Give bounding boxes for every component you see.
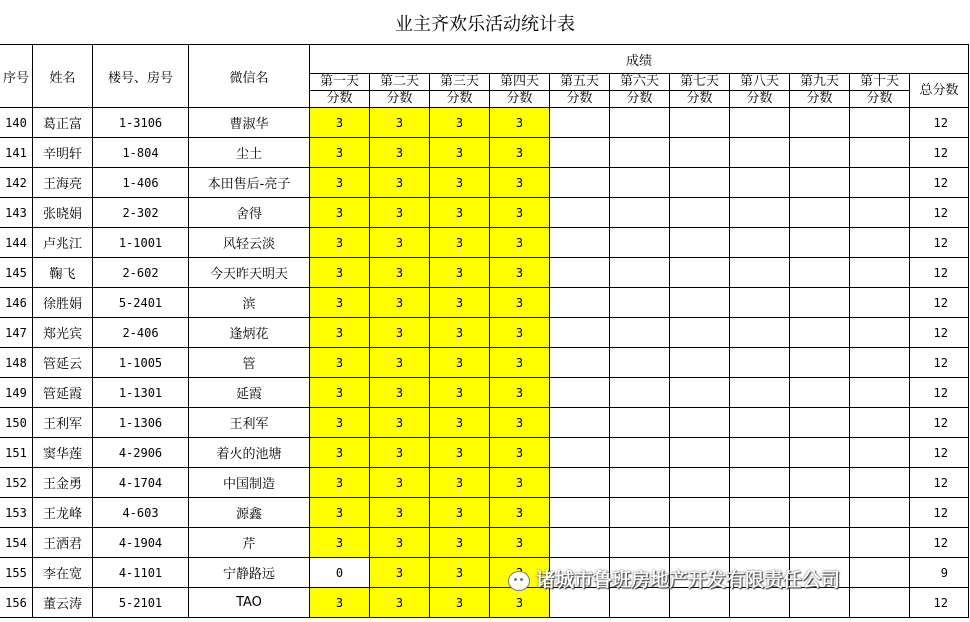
- empty-score-cell: [610, 498, 670, 528]
- day-score-cell: 3: [310, 378, 370, 408]
- table-row: [0, 288, 969, 318]
- header-day: 第五天: [550, 74, 610, 91]
- empty-score-cell: [730, 168, 790, 198]
- empty-score-cell: [790, 108, 850, 138]
- empty-score-cell: [550, 588, 610, 618]
- header-score-label: 分数: [730, 91, 790, 108]
- day-score-cell: 3: [370, 528, 430, 558]
- empty-score-cell: [670, 348, 730, 378]
- day-score-cell: 3: [490, 318, 550, 348]
- empty-score-cell: [550, 288, 610, 318]
- row-index: 140: [0, 108, 33, 138]
- day-score-cell: 3: [310, 468, 370, 498]
- row-unit: 5-2401: [93, 288, 189, 318]
- day-score-cell: 3: [430, 138, 490, 168]
- empty-score-cell: [850, 288, 910, 318]
- header-score-label: 分数: [670, 91, 730, 108]
- row-wechat: 滨: [189, 288, 310, 318]
- row-unit: 1-804: [93, 138, 189, 168]
- day-score-cell: 3: [370, 288, 430, 318]
- empty-score-cell: [730, 468, 790, 498]
- row-name: 窦华莲: [33, 438, 93, 468]
- row-wechat: 着火的池塘: [189, 438, 310, 468]
- row-unit: 5-2101: [93, 588, 189, 618]
- row-name: 辛明轩: [33, 138, 93, 168]
- table-row: [0, 408, 969, 438]
- row-index: 154: [0, 528, 33, 558]
- empty-score-cell: [550, 438, 610, 468]
- day-score-cell: 3: [370, 558, 430, 588]
- row-name: 王利军: [33, 408, 93, 438]
- day-score-cell: 3: [430, 228, 490, 258]
- empty-score-cell: [550, 228, 610, 258]
- day-score-cell: 3: [310, 438, 370, 468]
- empty-score-cell: [610, 168, 670, 198]
- empty-score-cell: [550, 138, 610, 168]
- empty-score-cell: [850, 498, 910, 528]
- row-wechat: 舍得: [189, 198, 310, 228]
- row-wechat: 源鑫: [189, 498, 310, 528]
- day-score-cell: 3: [310, 138, 370, 168]
- empty-score-cell: [610, 258, 670, 288]
- table-row: [0, 198, 969, 228]
- row-total: 12: [910, 108, 969, 138]
- table-row: [0, 318, 969, 348]
- row-total: 12: [910, 438, 969, 468]
- empty-score-cell: [790, 138, 850, 168]
- row-index: 148: [0, 348, 33, 378]
- empty-score-cell: [670, 468, 730, 498]
- row-unit: 1-1301: [93, 378, 189, 408]
- empty-score-cell: [850, 528, 910, 558]
- row-index: 145: [0, 258, 33, 288]
- day-score-cell: 0: [310, 558, 370, 588]
- day-score-cell: 3: [430, 258, 490, 288]
- empty-score-cell: [610, 198, 670, 228]
- day-score-cell: 3: [370, 408, 430, 438]
- row-wechat: 风轻云淡: [189, 228, 310, 258]
- day-score-cell: 3: [430, 408, 490, 438]
- day-score-cell: 3: [310, 198, 370, 228]
- row-wechat: 尘土: [189, 138, 310, 168]
- empty-score-cell: [730, 378, 790, 408]
- day-score-cell: 3: [430, 528, 490, 558]
- header-day: 第六天: [610, 74, 670, 91]
- day-score-cell: 3: [370, 348, 430, 378]
- row-index: 142: [0, 168, 33, 198]
- empty-score-cell: [850, 468, 910, 498]
- row-index: 146: [0, 288, 33, 318]
- day-score-cell: 3: [490, 498, 550, 528]
- row-total: 12: [910, 288, 969, 318]
- empty-score-cell: [670, 168, 730, 198]
- empty-score-cell: [610, 108, 670, 138]
- day-score-cell: 3: [310, 588, 370, 618]
- empty-score-cell: [790, 348, 850, 378]
- row-index: 152: [0, 468, 33, 498]
- empty-score-cell: [670, 528, 730, 558]
- day-score-cell: 3: [370, 468, 430, 498]
- day-score-cell: 3: [430, 318, 490, 348]
- sheet-title: 业主齐欢乐活动统计表: [395, 14, 575, 35]
- header-score-label: 分数: [610, 91, 670, 108]
- row-wechat: 宁静路远: [189, 558, 310, 588]
- row-wechat: 延霞: [189, 378, 310, 408]
- day-score-cell: 3: [430, 558, 490, 588]
- row-total: 12: [910, 228, 969, 258]
- empty-score-cell: [850, 588, 910, 618]
- table-row: [0, 378, 969, 408]
- empty-score-cell: [790, 498, 850, 528]
- empty-score-cell: [610, 318, 670, 348]
- day-score-cell: 3: [490, 198, 550, 228]
- day-score-cell: 3: [310, 348, 370, 378]
- day-score-cell: 3: [490, 468, 550, 498]
- table-row: [0, 228, 969, 258]
- day-score-cell: 3: [430, 378, 490, 408]
- table-row: [0, 168, 969, 198]
- empty-score-cell: [610, 228, 670, 258]
- header-day: 第二天: [370, 74, 430, 91]
- day-score-cell: 3: [370, 588, 430, 618]
- header-day: 第四天: [490, 74, 550, 91]
- header-day: 第一天: [310, 74, 370, 91]
- row-total: 12: [910, 588, 969, 618]
- header-day: 第八天: [730, 74, 790, 91]
- row-wechat: 芹: [189, 528, 310, 558]
- empty-score-cell: [610, 438, 670, 468]
- table-row: [0, 438, 969, 468]
- row-total: 12: [910, 468, 969, 498]
- empty-score-cell: [790, 228, 850, 258]
- empty-score-cell: [790, 168, 850, 198]
- empty-score-cell: [850, 168, 910, 198]
- table-row: [0, 588, 969, 618]
- empty-score-cell: [730, 318, 790, 348]
- empty-score-cell: [670, 408, 730, 438]
- row-wechat: 王利军: [189, 408, 310, 438]
- empty-score-cell: [790, 258, 850, 288]
- row-index: 141: [0, 138, 33, 168]
- empty-score-cell: [850, 348, 910, 378]
- row-name: 王金勇: [33, 468, 93, 498]
- row-wechat: 今天昨天明天: [189, 258, 310, 288]
- row-wechat: 管: [189, 348, 310, 378]
- empty-score-cell: [550, 318, 610, 348]
- row-total: 12: [910, 498, 969, 528]
- row-unit: 2-406: [93, 318, 189, 348]
- row-name: 董云涛: [33, 588, 93, 618]
- day-score-cell: 3: [310, 408, 370, 438]
- row-name: 葛正富: [33, 108, 93, 138]
- stats-table: [0, 44, 969, 618]
- row-total: 9: [910, 558, 969, 588]
- header-name: 姓名: [33, 45, 93, 108]
- empty-score-cell: [610, 138, 670, 168]
- row-unit: 4-1704: [93, 468, 189, 498]
- row-unit: 4-1904: [93, 528, 189, 558]
- day-score-cell: 3: [430, 168, 490, 198]
- empty-score-cell: [730, 528, 790, 558]
- watermark: [508, 565, 840, 592]
- empty-score-cell: [550, 408, 610, 438]
- day-score-cell: 3: [490, 288, 550, 318]
- empty-score-cell: [790, 528, 850, 558]
- day-score-cell: 3: [430, 288, 490, 318]
- day-score-cell: 3: [490, 168, 550, 198]
- table-row: [0, 528, 969, 558]
- header-wechat: 微信名: [189, 45, 310, 108]
- row-name: 王龙峰: [33, 498, 93, 528]
- header-results: 成绩: [310, 45, 969, 74]
- empty-score-cell: [550, 168, 610, 198]
- row-wechat: 逢炳花: [189, 318, 310, 348]
- empty-score-cell: [850, 318, 910, 348]
- row-total: 12: [910, 198, 969, 228]
- wechat-icon: [508, 571, 530, 591]
- empty-score-cell: [610, 408, 670, 438]
- day-score-cell: 3: [310, 318, 370, 348]
- day-score-cell: 3: [490, 228, 550, 258]
- row-unit: 2-602: [93, 258, 189, 288]
- row-total: 12: [910, 408, 969, 438]
- row-unit: 1-1001: [93, 228, 189, 258]
- row-index: 156: [0, 588, 33, 618]
- row-total: 12: [910, 258, 969, 288]
- empty-score-cell: [790, 408, 850, 438]
- row-wechat: 中国制造: [189, 468, 310, 498]
- day-score-cell: 3: [310, 108, 370, 138]
- header-day: 第十天: [850, 74, 910, 91]
- header-unit: 楼号、房号: [93, 45, 189, 108]
- row-total: 12: [910, 168, 969, 198]
- day-score-cell: 3: [490, 408, 550, 438]
- row-name: 卢兆江: [33, 228, 93, 258]
- row-name: 王洒君: [33, 528, 93, 558]
- empty-score-cell: [610, 348, 670, 378]
- empty-score-cell: [550, 528, 610, 558]
- header-score-label: 分数: [850, 91, 910, 108]
- empty-score-cell: [610, 378, 670, 408]
- empty-score-cell: [670, 498, 730, 528]
- row-total: 12: [910, 138, 969, 168]
- day-score-cell: 3: [370, 228, 430, 258]
- row-index: 149: [0, 378, 33, 408]
- empty-score-cell: [850, 108, 910, 138]
- day-score-cell: 3: [430, 588, 490, 618]
- empty-score-cell: [730, 108, 790, 138]
- row-wechat: 曹淑华: [189, 108, 310, 138]
- row-index: 147: [0, 318, 33, 348]
- empty-score-cell: [550, 378, 610, 408]
- row-name: 鞠飞: [33, 258, 93, 288]
- empty-score-cell: [730, 408, 790, 438]
- empty-score-cell: [550, 258, 610, 288]
- empty-score-cell: [610, 468, 670, 498]
- day-score-cell: 3: [370, 498, 430, 528]
- watermark-text: 诸城市鲁班房地产开发有限责任公司: [536, 569, 841, 591]
- row-wechat: 本田售后-亮子: [189, 168, 310, 198]
- row-unit: 1-1005: [93, 348, 189, 378]
- day-score-cell: 3: [370, 378, 430, 408]
- row-total: 12: [910, 528, 969, 558]
- day-score-cell: 3: [430, 348, 490, 378]
- empty-score-cell: [670, 258, 730, 288]
- empty-score-cell: [730, 228, 790, 258]
- day-score-cell: 3: [430, 198, 490, 228]
- row-unit: 4-1101: [93, 558, 189, 588]
- empty-score-cell: [610, 528, 670, 558]
- table-row: [0, 108, 969, 138]
- row-index: 151: [0, 438, 33, 468]
- table-row: [0, 258, 969, 288]
- header-day: 第七天: [670, 74, 730, 91]
- day-score-cell: 3: [370, 438, 430, 468]
- empty-score-cell: [730, 288, 790, 318]
- empty-score-cell: [730, 588, 790, 618]
- day-score-cell: 3: [430, 108, 490, 138]
- row-index: 150: [0, 408, 33, 438]
- table-row: [0, 498, 969, 528]
- day-score-cell: 3: [370, 258, 430, 288]
- row-index: 144: [0, 228, 33, 258]
- header-score-label: 分数: [370, 91, 430, 108]
- day-score-cell: 3: [490, 108, 550, 138]
- empty-score-cell: [550, 198, 610, 228]
- empty-score-cell: [670, 288, 730, 318]
- header-score-label: 分数: [310, 91, 370, 108]
- row-unit: 1-1306: [93, 408, 189, 438]
- row-unit: 1-3106: [93, 108, 189, 138]
- day-score-cell: 3: [490, 438, 550, 468]
- empty-score-cell: [670, 138, 730, 168]
- day-score-cell: 3: [490, 258, 550, 288]
- day-score-cell: 3: [430, 498, 490, 528]
- empty-score-cell: [730, 138, 790, 168]
- empty-score-cell: [670, 318, 730, 348]
- day-score-cell: 3: [370, 168, 430, 198]
- empty-score-cell: [790, 318, 850, 348]
- day-score-cell: 3: [430, 438, 490, 468]
- empty-score-cell: [550, 468, 610, 498]
- empty-score-cell: [790, 288, 850, 318]
- day-score-cell: 3: [490, 138, 550, 168]
- table-row: [0, 138, 969, 168]
- row-name: 管延霞: [33, 378, 93, 408]
- empty-score-cell: [850, 198, 910, 228]
- empty-score-cell: [790, 588, 850, 618]
- row-index: 153: [0, 498, 33, 528]
- empty-score-cell: [850, 258, 910, 288]
- day-score-cell: 3: [490, 528, 550, 558]
- row-unit: 1-406: [93, 168, 189, 198]
- day-score-cell: 3: [310, 288, 370, 318]
- header-day: 第九天: [790, 74, 850, 91]
- row-index: 143: [0, 198, 33, 228]
- row-unit: 4-2906: [93, 438, 189, 468]
- row-name: 管延云: [33, 348, 93, 378]
- day-score-cell: 3: [310, 528, 370, 558]
- row-name: 王海亮: [33, 168, 93, 198]
- day-score-cell: 3: [370, 318, 430, 348]
- empty-score-cell: [850, 558, 910, 588]
- day-score-cell: 3: [430, 468, 490, 498]
- header-score-label: 分数: [430, 91, 490, 108]
- row-unit: 2-302: [93, 198, 189, 228]
- empty-score-cell: [850, 408, 910, 438]
- day-score-cell: 3: [490, 348, 550, 378]
- empty-score-cell: [850, 138, 910, 168]
- empty-score-cell: [670, 228, 730, 258]
- empty-score-cell: [790, 438, 850, 468]
- day-score-cell: 3: [310, 168, 370, 198]
- day-score-cell: 3: [490, 588, 550, 618]
- empty-score-cell: [730, 438, 790, 468]
- empty-score-cell: [670, 588, 730, 618]
- row-name: 李在宽: [33, 558, 93, 588]
- row-unit: 4-603: [93, 498, 189, 528]
- day-score-cell: 3: [370, 198, 430, 228]
- header-score-label: 分数: [790, 91, 850, 108]
- row-index: 155: [0, 558, 33, 588]
- empty-score-cell: [550, 498, 610, 528]
- empty-score-cell: [550, 348, 610, 378]
- day-score-cell: 3: [310, 228, 370, 258]
- header-index: 序号: [0, 45, 33, 108]
- empty-score-cell: [730, 198, 790, 228]
- header-total: 总分数: [910, 74, 969, 108]
- empty-score-cell: [670, 198, 730, 228]
- empty-score-cell: [850, 228, 910, 258]
- row-wechat: TAO: [189, 588, 310, 618]
- day-score-cell: 3: [310, 258, 370, 288]
- header-score-label: 分数: [550, 91, 610, 108]
- row-name: 张晓娟: [33, 198, 93, 228]
- empty-score-cell: [790, 198, 850, 228]
- row-total: 12: [910, 348, 969, 378]
- table-row: [0, 348, 969, 378]
- header-score-label: 分数: [490, 91, 550, 108]
- empty-score-cell: [670, 378, 730, 408]
- empty-score-cell: [790, 378, 850, 408]
- empty-score-cell: [550, 108, 610, 138]
- empty-score-cell: [670, 108, 730, 138]
- empty-score-cell: [610, 288, 670, 318]
- row-name: 郑光宾: [33, 318, 93, 348]
- header-day: 第三天: [430, 74, 490, 91]
- row-total: 12: [910, 378, 969, 408]
- day-score-cell: 3: [490, 378, 550, 408]
- day-score-cell: 3: [310, 498, 370, 528]
- day-score-cell: 3: [370, 108, 430, 138]
- empty-score-cell: [790, 468, 850, 498]
- empty-score-cell: [730, 348, 790, 378]
- empty-score-cell: [610, 588, 670, 618]
- row-name: 徐胜娟: [33, 288, 93, 318]
- table-row: [0, 468, 969, 498]
- empty-score-cell: [850, 438, 910, 468]
- empty-score-cell: [670, 438, 730, 468]
- empty-score-cell: [730, 258, 790, 288]
- row-total: 12: [910, 318, 969, 348]
- empty-score-cell: [730, 498, 790, 528]
- day-score-cell: 3: [370, 138, 430, 168]
- empty-score-cell: [850, 378, 910, 408]
